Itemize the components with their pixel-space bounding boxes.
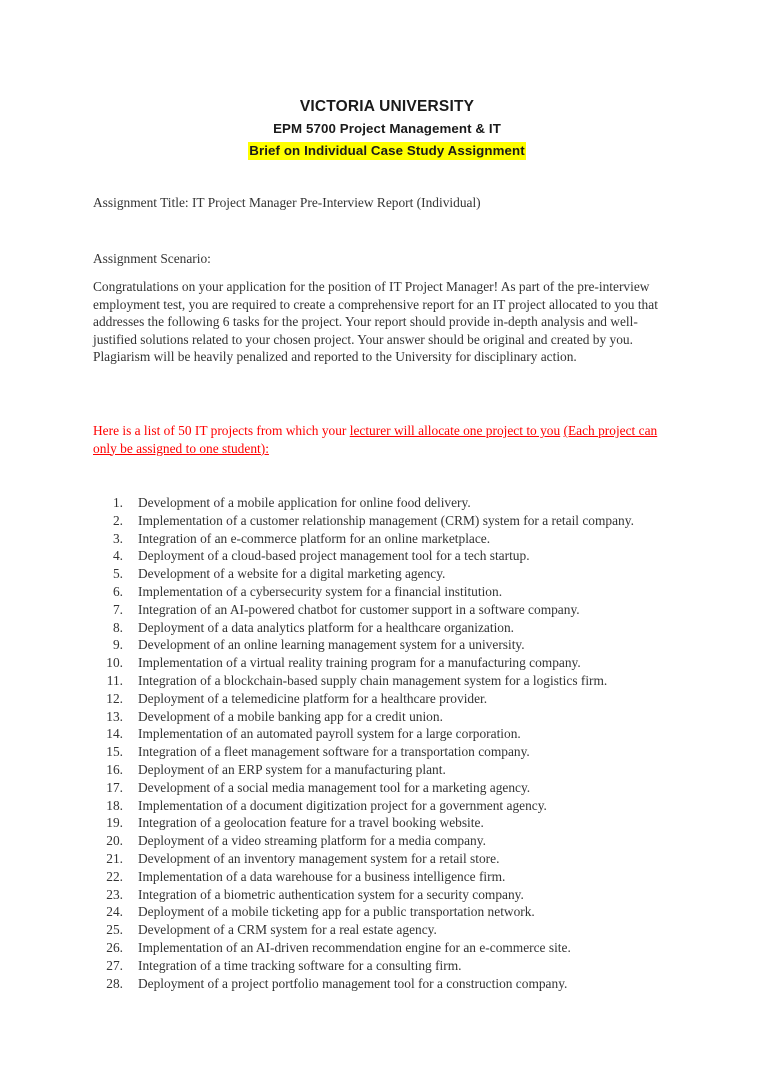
list-item	[93, 583, 693, 601]
list-item-number: 20.	[106, 833, 123, 849]
list-item-number: 14.	[106, 726, 123, 742]
list-item	[93, 868, 693, 886]
list-item-text: Development of an inventory management system for a retail store.	[138, 850, 500, 866]
list-item	[93, 547, 693, 565]
list-item-number: 22.	[106, 868, 123, 884]
list-item-text: Integration of a fleet management software for a transportation company.	[138, 744, 530, 760]
list-item-number: 18.	[106, 797, 123, 813]
list-item-text: Development of a website for a digital marketing agency.	[138, 566, 446, 582]
list-item	[93, 654, 693, 672]
list-item-number: 4.	[112, 548, 123, 564]
list-item-number: 9.	[112, 637, 123, 653]
list-item-number: 3.	[112, 530, 123, 546]
brief-title-line	[0, 140, 768, 161]
list-item-number: 12.	[106, 690, 123, 706]
list-item-number: 27.	[106, 957, 123, 973]
list-item	[93, 814, 693, 832]
list-item-number: 25.	[106, 922, 123, 938]
list-item	[93, 779, 693, 797]
list-item-text: Implementation of a customer relationship management (CRM) system for a retail company.	[138, 512, 634, 528]
list-item	[93, 565, 693, 583]
document-header	[0, 96, 768, 161]
list-item-text: Deployment of a video streaming platform for a media company.	[138, 833, 486, 849]
list-item-text: Integration of a blockchain-based supply chain management system for a logistics firm.	[138, 672, 608, 688]
list-item	[93, 530, 693, 548]
project-allocation-note	[93, 422, 673, 457]
list-item	[93, 850, 693, 868]
list-item	[93, 601, 693, 619]
list-item-text: Deployment of a cloud-based project management tool for a tech startup.	[138, 548, 530, 564]
list-item	[93, 619, 693, 637]
list-item-text: Implementation of a virtual reality training program for a manufacturing company.	[138, 655, 581, 671]
scenario-label: Assignment Scenario:	[93, 251, 211, 266]
list-item	[93, 957, 693, 975]
list-item-number: 2.	[112, 512, 123, 528]
list-item	[93, 725, 693, 743]
list-item-text: Implementation of an automated payroll system for a large corporation.	[138, 726, 521, 742]
list-item-number: 8.	[112, 619, 123, 635]
university-title: VICTORIA UNIVERSITY	[299, 98, 475, 115]
list-item	[93, 743, 693, 761]
list-item-text: Development of a CRM system for a real estate agency.	[138, 922, 437, 938]
list-item-number: 11.	[106, 672, 123, 688]
project-list	[93, 494, 693, 992]
note-link-one-student[interactable]: (Each project can only be assigned to one student):	[93, 423, 658, 456]
list-item-number: 10.	[106, 655, 123, 671]
list-item	[93, 939, 693, 957]
list-item-number: 6.	[112, 583, 123, 599]
list-item-text: Implementation of a cybersecurity system for a financial institution.	[138, 583, 503, 599]
list-item-number: 17.	[106, 779, 123, 795]
list-item-text: Deployment of a telemedicine platform for a healthcare provider.	[138, 690, 488, 706]
list-item-text: Integration of a geolocation feature for a travel booking website.	[138, 815, 484, 831]
list-item-text: Integration of a time tracking software for a consulting firm.	[138, 957, 462, 973]
list-item-text: Integration of a biometric authentication system for a security company.	[138, 886, 524, 902]
list-item-number: 24.	[106, 904, 123, 920]
list-item-number: 1.	[112, 495, 123, 510]
list-item-text: Deployment of a data analytics platform for a healthcare organization.	[138, 619, 515, 635]
list-item	[93, 494, 693, 512]
list-item-text: Deployment of a project portfolio management tool for a construction company.	[138, 975, 568, 991]
list-item-number: 28.	[106, 975, 123, 991]
list-item	[93, 886, 693, 904]
list-item-text: Deployment of an ERP system for a manufacturing plant.	[138, 761, 446, 777]
brief-title-highlighted: Brief on Individual Case Study Assignment	[249, 143, 525, 158]
list-item-text: Implementation of a document digitization project for a government agency.	[138, 797, 547, 813]
list-item-text: Development of an online learning management system for a university.	[138, 637, 525, 653]
list-item-text: Deployment of a mobile ticketing app for a public transportation network.	[138, 904, 535, 920]
list-item-number: 21.	[106, 850, 123, 866]
list-item	[93, 672, 693, 690]
list-item-number: 15.	[106, 744, 123, 760]
note-link-lecturer-allocation[interactable]: lecturer will allocate one project to you	[349, 423, 561, 438]
list-item	[93, 636, 693, 654]
list-item	[93, 975, 693, 993]
list-item	[93, 903, 693, 921]
list-item-text: Integration of an e-commerce platform for an online marketplace.	[138, 530, 491, 546]
list-item	[93, 690, 693, 708]
note-text-lead: Here is a list of 50 IT projects from which your	[93, 423, 350, 438]
list-item-number: 13.	[106, 708, 123, 724]
list-item-number: 26.	[106, 939, 123, 955]
list-item-text: Development of a mobile application for online food delivery.	[138, 495, 471, 510]
list-item	[93, 708, 693, 726]
list-item	[93, 761, 693, 779]
course-title: EPM 5700 Project Management & IT	[273, 121, 501, 136]
list-item-number: 5.	[112, 566, 123, 582]
list-item-text: Integration of an AI-powered chatbot for customer support in a software company.	[138, 601, 580, 617]
list-item-text: Development of a social media management tool for a marketing agency.	[138, 779, 531, 795]
list-item-text: Implementation of a data warehouse for a business intelligence firm.	[138, 868, 506, 884]
list-item-number: 7.	[112, 601, 123, 617]
list-item	[93, 797, 693, 815]
list-item	[93, 921, 693, 939]
list-item-text: Development of a mobile banking app for a credit union.	[138, 708, 443, 724]
list-item	[93, 832, 693, 850]
list-item-number: 23.	[106, 886, 123, 902]
list-item-number: 19.	[106, 815, 123, 831]
assignment-title: Assignment Title: IT Project Manager Pre-Interview Report (Individual)	[93, 195, 481, 210]
list-item	[93, 512, 693, 530]
scenario-paragraph: Congratulations on your application for the position of IT Project Manager! As part of the pre-interview employment test, you are required to create a comprehensive report for an IT project allocated to you that addresses the following 6 tasks for the project. Your report should provide in-depth analysis and well-justified solutions related to your chosen project. Your answer should be original and created by you. Plagiarism will be heavily penalized and reported to the University for disciplinary action.	[93, 279, 658, 365]
list-item-text: Implementation of an AI-driven recommendation engine for an e-commerce site.	[138, 939, 571, 955]
list-item-number: 16.	[106, 761, 123, 777]
